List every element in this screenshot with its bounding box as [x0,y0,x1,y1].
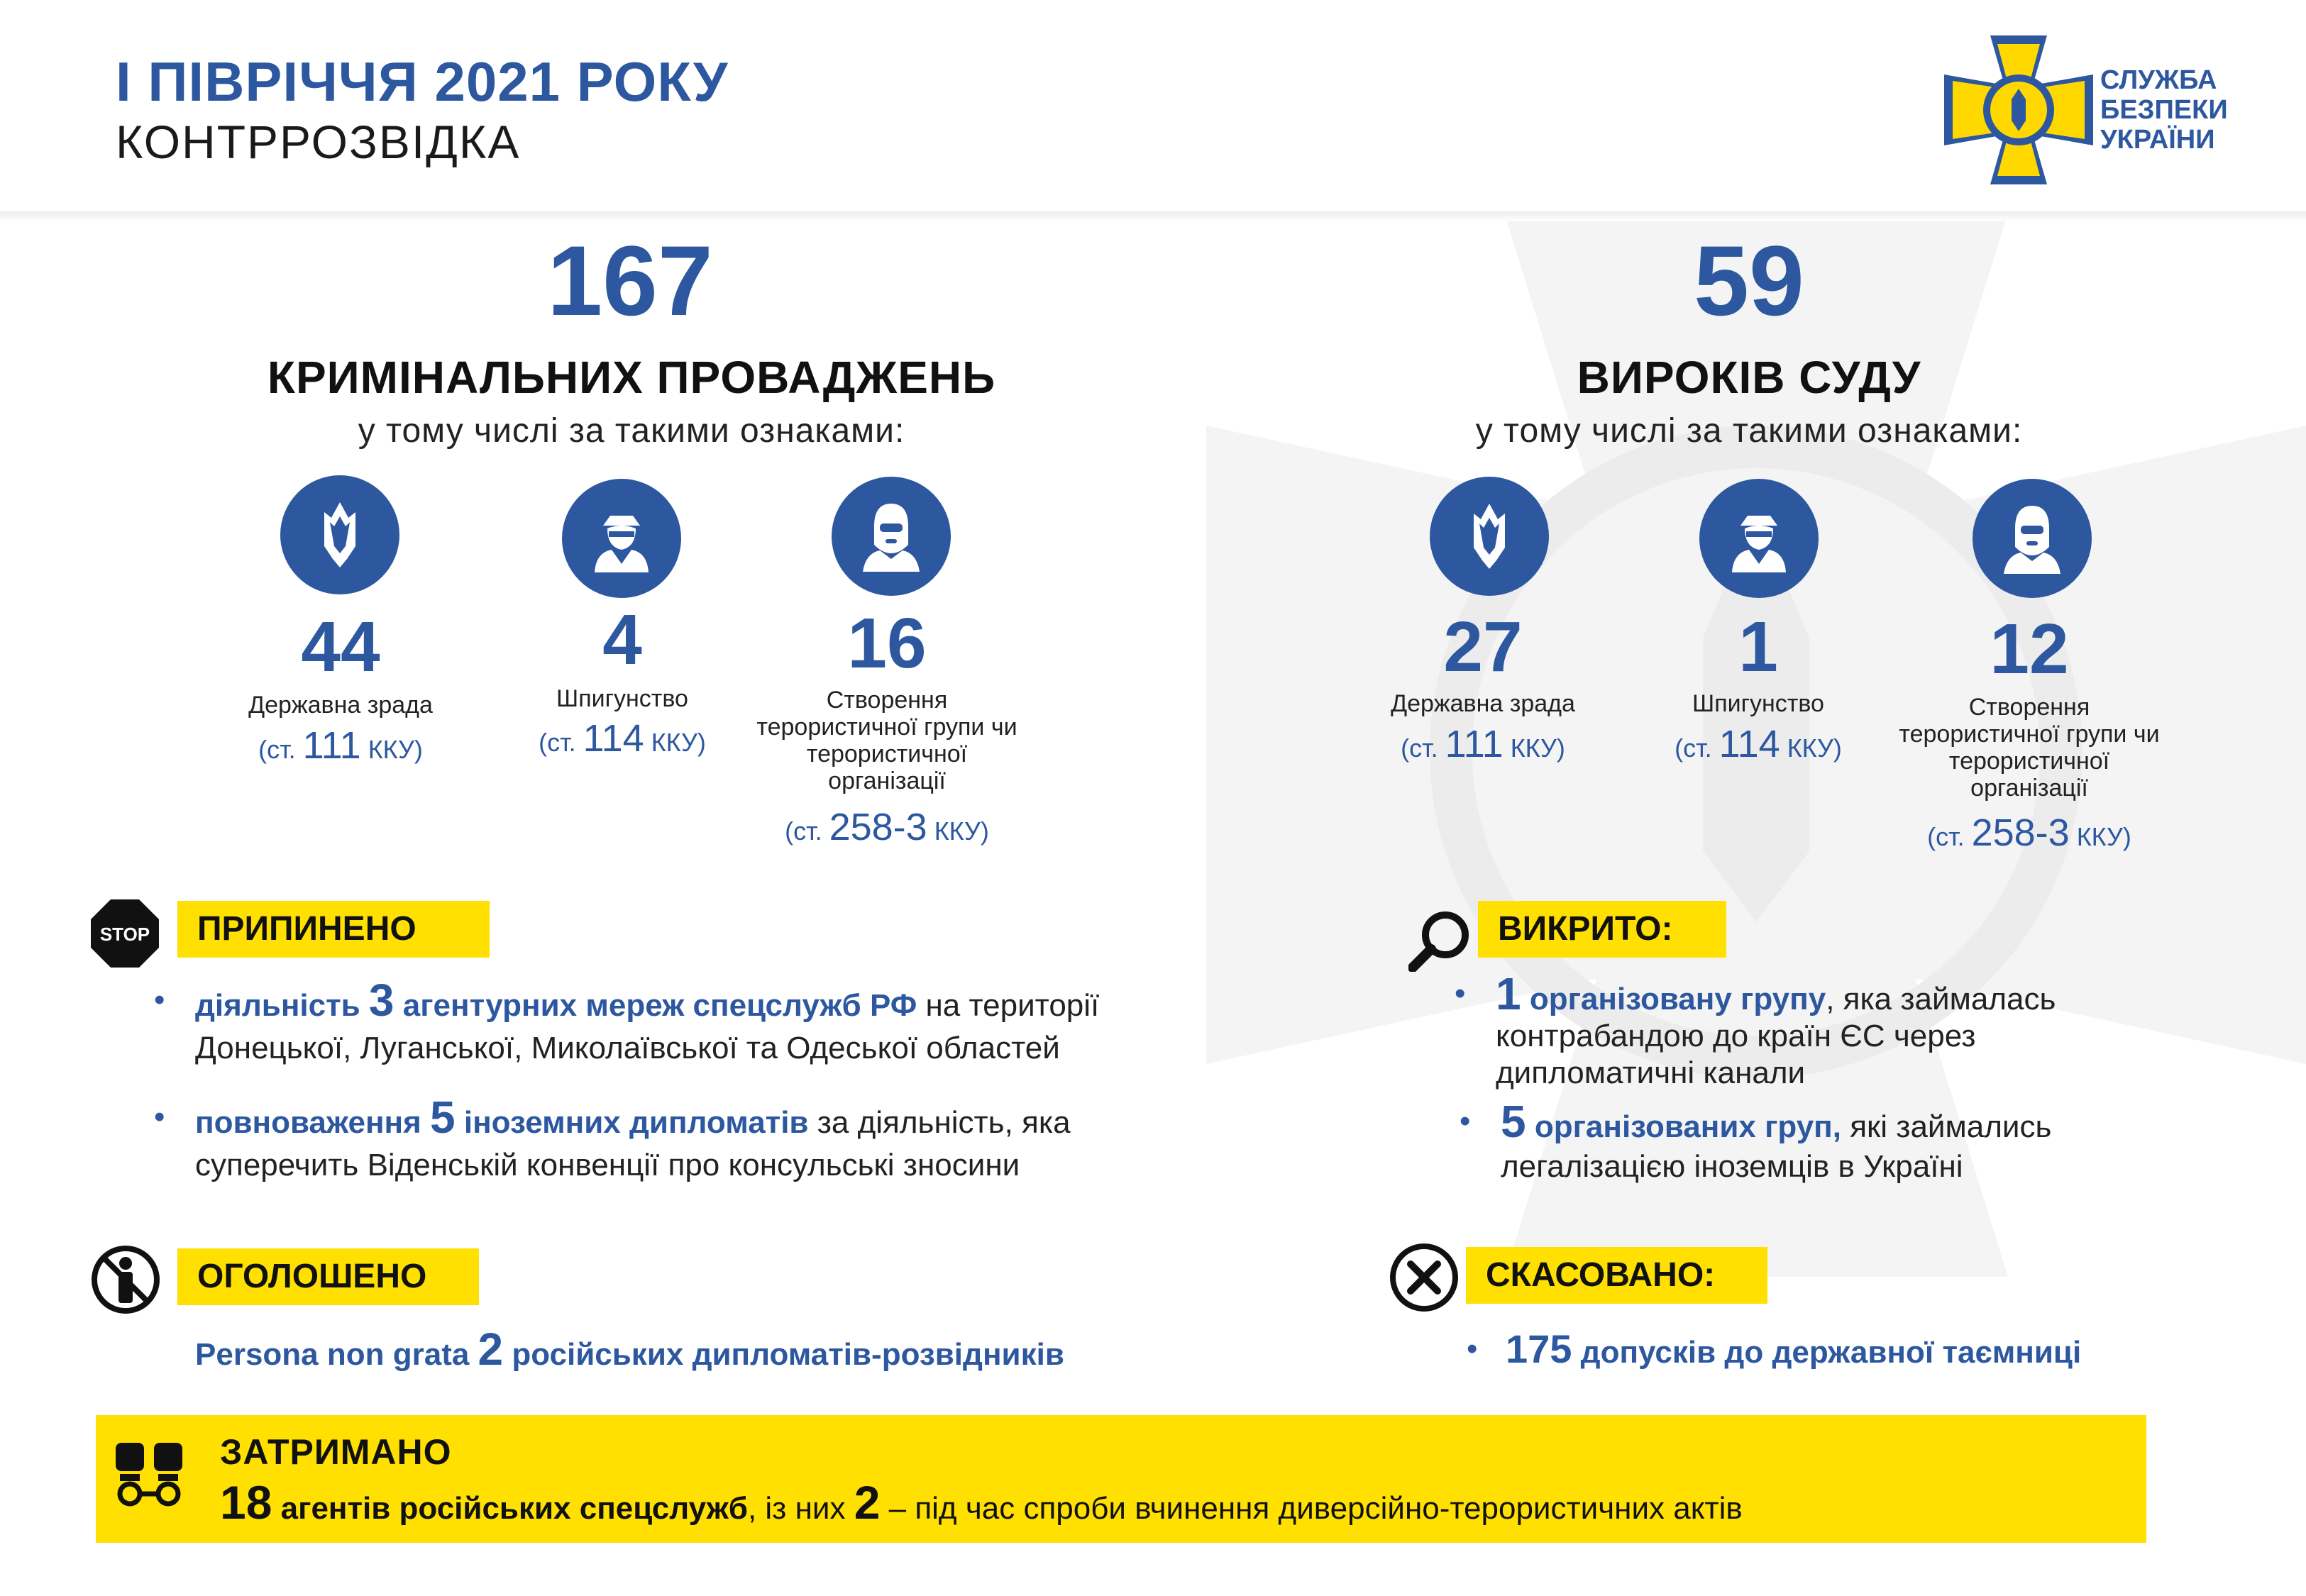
stat-value: 16 [847,604,927,683]
court-verdicts-sub: у тому числі за такими ознаками: [1475,412,2023,450]
list-item: • 175 допусків до державної таємниці [1467,1326,2082,1371]
stat-article: (ст. 114 ККУ) [539,717,706,760]
trident-icon [280,475,399,594]
stat-value: 1 [1738,607,1778,687]
spy-icon [1699,479,1819,598]
header-divider [0,211,2306,221]
criminal-cases-sub: у тому числі за такими ознаками: [358,412,905,450]
detained-label: ЗАТРИМАНО [220,1432,452,1472]
criminal-cases-number: 167 [547,225,713,336]
stat-value: 12 [1990,609,2069,689]
stat-label: Створення терористичної групи чи терористичної організації [756,687,1017,794]
stat-value: 44 [301,607,380,687]
page-title: І ПІВРІЧЧЯ 2021 РОКУ [116,50,729,113]
magnifier-icon [1408,909,1471,972]
announced-text: Persona non grata 2 російських дипломатів-розвідників [195,1324,1064,1375]
stat-value: 4 [602,600,642,680]
stat-label: Державна зрада [248,692,433,719]
stat-label: Державна зрада [1391,690,1575,717]
masked-terrorist-icon [832,477,951,596]
stat-label: Шпигунство [1692,690,1824,717]
list-item: • 1 організовану групу, яка займалась контрабандою до країн ЄС через дипломатичні канали [1455,968,2056,1090]
criminal-cases-heading: КРИМІНАЛЬНИХ ПРОВАДЖЕНЬ [267,352,996,403]
list-item: • повноваження 5 іноземних дипломатів за діяльність, яка суперечить Віденській конвенції про консульські зносини [154,1092,1071,1182]
cancel-x-icon [1389,1243,1459,1312]
stat-article: (ст. 114 ККУ) [1675,723,1842,765]
stat-article: (ст. 111 ККУ) [258,724,423,767]
sbu-logo-icon [1937,28,2100,192]
handcuffed-fists-icon [110,1433,188,1511]
page-subtitle: КОНТРРОЗВІДКА [116,116,521,168]
list-item: • діяльність 3 агентурних мереж спецслужб РФ на території Донецької, Луганської, Миколаївської та Одеської областей [154,975,1100,1065]
court-verdicts-number: 59 [1694,225,1804,336]
masked-terrorist-icon [1973,479,2092,598]
court-verdicts-heading: ВИРОКІВ СУДУ [1577,352,1921,403]
stop-sign-icon [91,899,159,968]
stat-article: (ст. 258-3 ККУ) [1927,811,2131,854]
exposed-label: ВИКРИТО: [1478,901,1726,958]
stat-label: Шпигунство [556,685,688,712]
stat-label: Створення терористичної групи чи терористичної організації [1899,694,2160,802]
stat-article: (ст. 258-3 ККУ) [785,806,989,848]
stopped-label: ПРИПИНЕНО [177,901,490,958]
svg-text:STOP: STOP [99,924,150,945]
stat-article: (ст. 111 ККУ) [1401,723,1565,765]
announced-label: ОГОЛОШЕНО [177,1248,479,1305]
list-item: • 5 організованих груп, які займались легалізацією іноземців в Україні [1460,1096,2052,1184]
spy-icon [562,479,681,598]
cancelled-label: СКАСОВАНО: [1466,1247,1767,1304]
detained-text: 18 агентів російських спецслужб, із них 2 – під час спроби вчинення диверсійно-терористичних актів [220,1476,1743,1529]
logo-text: СЛУЖБА БЕЗПЕКИ УКРАЇНИ [2100,65,2228,155]
persona-non-grata-icon [91,1245,160,1314]
trident-icon [1430,477,1549,596]
stat-value: 27 [1443,607,1523,687]
